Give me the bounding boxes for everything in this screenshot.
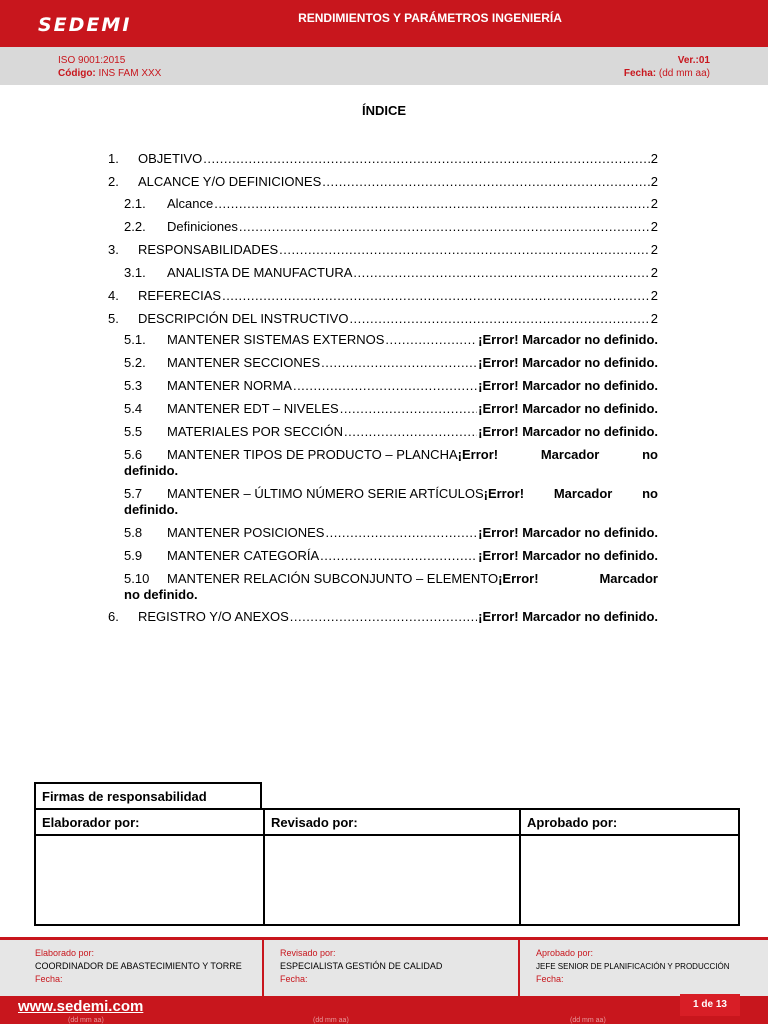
toc-entry[interactable]: 6. REGISTRO Y/O ANEXOS ..... ¡Error! Marcador no definido. <box>108 609 658 625</box>
document-title: RENDIMIENTOS Y PARÁMETROS INGENIERÍA <box>298 11 562 25</box>
elaborado-label: Elaborador por: <box>42 815 140 830</box>
footer-elaborado: Elaborado por: COORDINADOR DE ABASTECIMIENTO Y TORRE Fecha: <box>35 948 242 984</box>
toc-entry[interactable]: 2. ALCANCE Y/O DEFINICIONES ..... 2 <box>108 174 658 190</box>
toc-entry[interactable]: 5.5 MATERIALES POR SECCIÓN ..... ¡Error! Marcador no definido. <box>124 424 658 440</box>
toc-entry[interactable]: 5.8 MANTENER POSICIONES ..... ¡Error! Marcador no definido. <box>124 525 658 541</box>
website-link[interactable]: www.sedemi.com <box>18 998 144 1015</box>
signature-divider <box>263 810 265 924</box>
toc-entry[interactable]: 5.1. MANTENER SISTEMAS EXTERNOS ..... ¡Error! Marcador no definido. <box>124 332 658 348</box>
toc-entry[interactable]: 5. DESCRIPCIÓN DEL INSTRUCTIVO ..... 2 <box>108 311 658 327</box>
aprobado-label: Aprobado por: <box>527 815 618 830</box>
footer-date-placeholder: (dd mm aa) <box>570 1017 606 1024</box>
toc-entry[interactable]: 2.2. Definiciones ..... 2 <box>124 219 658 235</box>
index-title: ÍNDICE <box>361 103 407 118</box>
toc-entry[interactable]: 4. REFERECIAS ..... 2 <box>108 288 658 304</box>
footer-date-placeholder: (dd mm aa) <box>68 1017 104 1024</box>
signatures-title: Firmas de responsabilidad <box>34 782 262 808</box>
toc-entry[interactable]: 5.10 MANTENER RELACIÓN SUBCONJUNTO – ELEMENTO¡Error! Marcador no definido. <box>124 571 658 602</box>
footer-divider <box>262 940 264 996</box>
toc-entry[interactable]: 5.2. MANTENER SECCIONES ..... ¡Error! Marcador no definido. <box>124 355 658 371</box>
signature-divider <box>519 810 521 924</box>
revisado-label: Revisado por: <box>271 815 358 830</box>
footer-aprobado: Aprobado por: JEFE SENIOR DE PLANIFICACIÓN Y PRODUCCIÓN Fecha: <box>536 948 730 984</box>
toc-entry[interactable]: 3. RESPONSABILIDADES ..... 2 <box>108 242 658 258</box>
footer-divider <box>518 940 520 996</box>
iso-standard: ISO 9001:2015 <box>58 55 126 66</box>
document-version: Ver.:01 <box>677 55 710 66</box>
footer-date-placeholder: (dd mm aa) <box>313 1017 349 1024</box>
toc-entry[interactable]: 5.6 MANTENER TIPOS DE PRODUCTO – PLANCHA¡Error! Marcador no definido. <box>124 447 658 478</box>
company-logo: SEDEMI <box>38 14 132 36</box>
page-number: 1 de 13 <box>680 994 740 1016</box>
footer-revisado: Revisado por: ESPECIALISTA GESTIÓN DE CALIDAD Fecha: <box>280 948 443 984</box>
document-date: Fecha: (dd mm aa) <box>623 68 710 79</box>
toc-entry[interactable]: 3.1. ANALISTA DE MANUFACTURA ..... 2 <box>124 265 658 281</box>
toc-entry[interactable]: 1. OBJETIVO ..... 2 <box>108 151 658 167</box>
toc-entry[interactable]: 5.7 MANTENER – ÚLTIMO NÚMERO SERIE ARTÍCULOS¡Error! Marcador no definido. <box>124 486 658 517</box>
toc-entry[interactable]: 2.1. Alcance ..... 2 <box>124 196 658 212</box>
toc-entry[interactable]: 5.9 MANTENER CATEGORÍA ..... ¡Error! Marcador no definido. <box>124 548 658 564</box>
signatures-header-row <box>36 810 738 836</box>
toc-entry[interactable]: 5.3 MANTENER NORMA ..... ¡Error! Marcador no definido. <box>124 378 658 394</box>
header-info-band <box>0 47 768 85</box>
document-code: Código: INS FAM XXX <box>58 68 162 79</box>
signatures-table <box>34 808 740 926</box>
toc-entry[interactable]: 5.4 MANTENER EDT – NIVELES ..... ¡Error! Marcador no definido. <box>124 401 658 417</box>
